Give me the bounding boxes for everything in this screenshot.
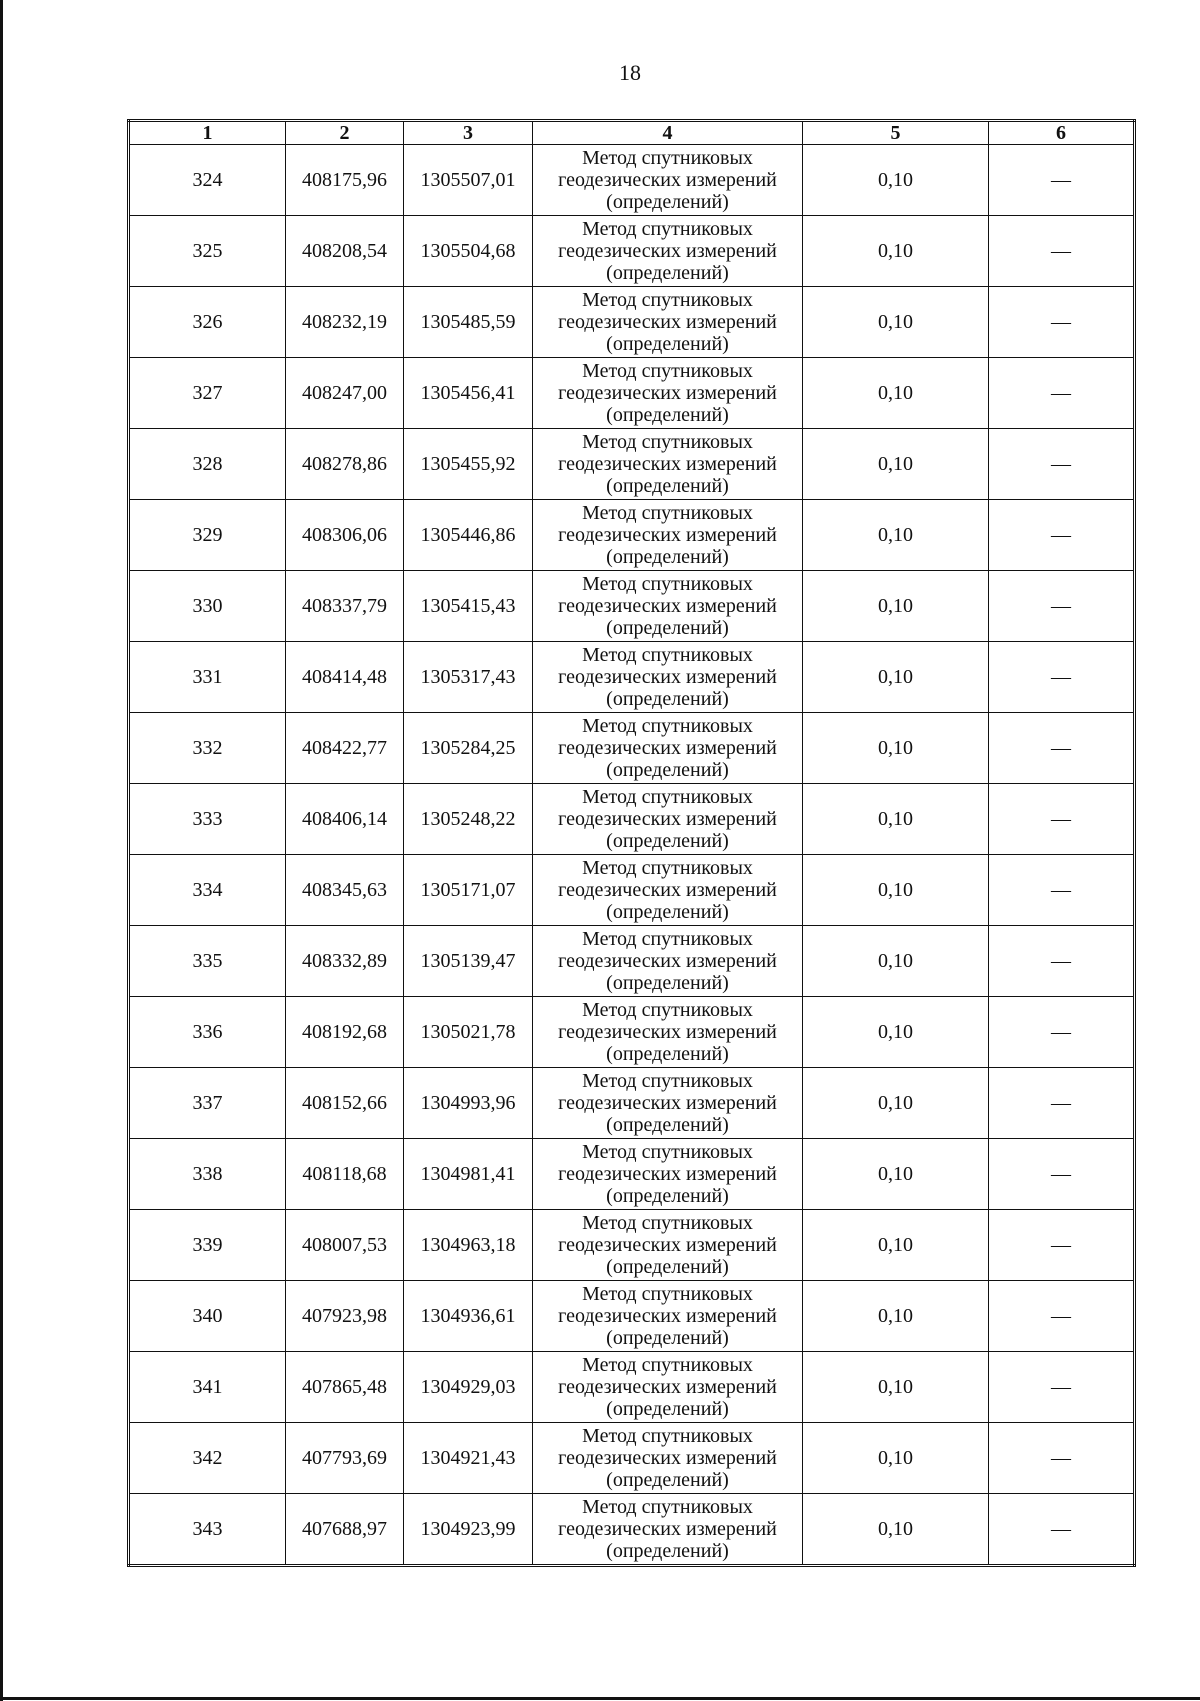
x-coordinate-cell: 408192,68 [286, 997, 404, 1068]
y-coordinate-cell: 1304923,99 [404, 1494, 533, 1566]
accuracy-cell: 0,10 [803, 997, 989, 1068]
header-col-3: 3 [404, 121, 533, 145]
accuracy-cell: 0,10 [803, 429, 989, 500]
method-cell: Метод спутниковых геодезических измерений (определений) [533, 784, 803, 855]
point-number-cell: 331 [129, 642, 286, 713]
point-number-cell: 333 [129, 784, 286, 855]
page-number: 18 [619, 60, 641, 85]
accuracy-cell: 0,10 [803, 1352, 989, 1423]
method-cell: Метод спутниковых геодезических измерений (определений) [533, 1281, 803, 1352]
table-row [129, 1281, 1135, 1352]
x-coordinate-cell: 408208,54 [286, 216, 404, 287]
x-coordinate-cell: 408118,68 [286, 1139, 404, 1210]
header-col-1: 1 [129, 121, 286, 145]
method-cell: Метод спутниковых геодезических измерений (определений) [533, 571, 803, 642]
header-col-5: 5 [803, 121, 989, 145]
y-coordinate-cell: 1305317,43 [404, 642, 533, 713]
method-cell: Метод спутниковых геодезических измерений (определений) [533, 1068, 803, 1139]
note-cell: — [989, 713, 1135, 784]
accuracy-cell: 0,10 [803, 571, 989, 642]
point-number-cell: 326 [129, 287, 286, 358]
point-number-cell: 332 [129, 713, 286, 784]
y-coordinate-cell: 1304981,41 [404, 1139, 533, 1210]
accuracy-cell: 0,10 [803, 287, 989, 358]
y-coordinate-cell: 1304929,03 [404, 1352, 533, 1423]
method-cell: Метод спутниковых геодезических измерений (определений) [533, 1139, 803, 1210]
x-coordinate-cell: 408247,00 [286, 358, 404, 429]
accuracy-cell: 0,10 [803, 713, 989, 784]
x-coordinate-cell: 408232,19 [286, 287, 404, 358]
accuracy-cell: 0,10 [803, 642, 989, 713]
y-coordinate-cell: 1305504,68 [404, 216, 533, 287]
point-number-cell: 329 [129, 500, 286, 571]
accuracy-cell: 0,10 [803, 358, 989, 429]
header-col-6: 6 [989, 121, 1135, 145]
table-row [129, 358, 1135, 429]
x-coordinate-cell: 408152,66 [286, 1068, 404, 1139]
y-coordinate-cell: 1305021,78 [404, 997, 533, 1068]
y-coordinate-cell: 1305507,01 [404, 145, 533, 216]
coordinates-table [127, 119, 1136, 1567]
table-header-row [129, 121, 1135, 145]
table-row [129, 1352, 1135, 1423]
table-row [129, 1068, 1135, 1139]
x-coordinate-cell: 408337,79 [286, 571, 404, 642]
point-number-cell: 334 [129, 855, 286, 926]
x-coordinate-cell: 408306,06 [286, 500, 404, 571]
y-coordinate-cell: 1305455,92 [404, 429, 533, 500]
method-cell: Метод спутниковых геодезических измерений (определений) [533, 1423, 803, 1494]
x-coordinate-cell: 408422,77 [286, 713, 404, 784]
method-cell: Метод спутниковых геодезических измерений (определений) [533, 429, 803, 500]
x-coordinate-cell: 408406,14 [286, 784, 404, 855]
y-coordinate-cell: 1304993,96 [404, 1068, 533, 1139]
table-row [129, 855, 1135, 926]
table-row [129, 997, 1135, 1068]
x-coordinate-cell: 407865,48 [286, 1352, 404, 1423]
point-number-cell: 340 [129, 1281, 286, 1352]
note-cell: — [989, 997, 1135, 1068]
note-cell: — [989, 287, 1135, 358]
method-cell: Метод спутниковых геодезических измерений (определений) [533, 1494, 803, 1566]
point-number-cell: 337 [129, 1068, 286, 1139]
note-cell: — [989, 642, 1135, 713]
note-cell: — [989, 1139, 1135, 1210]
y-coordinate-cell: 1304936,61 [404, 1281, 533, 1352]
point-number-cell: 339 [129, 1210, 286, 1281]
accuracy-cell: 0,10 [803, 926, 989, 997]
table-row [129, 287, 1135, 358]
note-cell: — [989, 784, 1135, 855]
accuracy-cell: 0,10 [803, 1281, 989, 1352]
method-cell: Метод спутниковых геодезических измерений (определений) [533, 500, 803, 571]
point-number-cell: 325 [129, 216, 286, 287]
note-cell: — [989, 216, 1135, 287]
accuracy-cell: 0,10 [803, 1068, 989, 1139]
y-coordinate-cell: 1305248,22 [404, 784, 533, 855]
note-cell: — [989, 1352, 1135, 1423]
y-coordinate-cell: 1305415,43 [404, 571, 533, 642]
note-cell: — [989, 500, 1135, 571]
table-row [129, 1494, 1135, 1566]
point-number-cell: 342 [129, 1423, 286, 1494]
method-cell: Метод спутниковых геодезических измерений (определений) [533, 1352, 803, 1423]
header-col-2: 2 [286, 121, 404, 145]
table-row [129, 216, 1135, 287]
point-number-cell: 324 [129, 145, 286, 216]
method-cell: Метод спутниковых геодезических измерений (определений) [533, 145, 803, 216]
table-row [129, 500, 1135, 571]
y-coordinate-cell: 1305456,41 [404, 358, 533, 429]
point-number-cell: 327 [129, 358, 286, 429]
table-row [129, 571, 1135, 642]
accuracy-cell: 0,10 [803, 1139, 989, 1210]
table-row [129, 642, 1135, 713]
table-body [129, 145, 1135, 1566]
note-cell: — [989, 358, 1135, 429]
point-number-cell: 336 [129, 997, 286, 1068]
note-cell: — [989, 1281, 1135, 1352]
method-cell: Метод спутниковых геодезических измерений (определений) [533, 642, 803, 713]
method-cell: Метод спутниковых геодезических измерений (определений) [533, 358, 803, 429]
accuracy-cell: 0,10 [803, 500, 989, 571]
table-row [129, 1139, 1135, 1210]
accuracy-cell: 0,10 [803, 1210, 989, 1281]
table-row [129, 145, 1135, 216]
x-coordinate-cell: 408345,63 [286, 855, 404, 926]
table-row [129, 429, 1135, 500]
accuracy-cell: 0,10 [803, 1494, 989, 1566]
accuracy-cell: 0,10 [803, 784, 989, 855]
y-coordinate-cell: 1304921,43 [404, 1423, 533, 1494]
note-cell: — [989, 1210, 1135, 1281]
y-coordinate-cell: 1305446,86 [404, 500, 533, 571]
note-cell: — [989, 1494, 1135, 1566]
x-coordinate-cell: 408007,53 [286, 1210, 404, 1281]
method-cell: Метод спутниковых геодезических измерений (определений) [533, 855, 803, 926]
x-coordinate-cell: 408332,89 [286, 926, 404, 997]
point-number-cell: 330 [129, 571, 286, 642]
accuracy-cell: 0,10 [803, 1423, 989, 1494]
bottom-margin-rule [0, 1697, 1200, 1700]
table-row [129, 926, 1135, 997]
method-cell: Метод спутниковых геодезических измерений (определений) [533, 1210, 803, 1281]
table-row [129, 784, 1135, 855]
x-coordinate-cell: 408175,96 [286, 145, 404, 216]
point-number-cell: 338 [129, 1139, 286, 1210]
y-coordinate-cell: 1305284,25 [404, 713, 533, 784]
method-cell: Метод спутниковых геодезических измерений (определений) [533, 713, 803, 784]
accuracy-cell: 0,10 [803, 855, 989, 926]
table-row [129, 1423, 1135, 1494]
point-number-cell: 343 [129, 1494, 286, 1566]
point-number-cell: 335 [129, 926, 286, 997]
method-cell: Метод спутниковых геодезических измерений (определений) [533, 216, 803, 287]
table-row [129, 1210, 1135, 1281]
y-coordinate-cell: 1305139,47 [404, 926, 533, 997]
method-cell: Метод спутниковых геодезических измерений (определений) [533, 926, 803, 997]
table-row [129, 713, 1135, 784]
point-number-cell: 328 [129, 429, 286, 500]
note-cell: — [989, 1423, 1135, 1494]
x-coordinate-cell: 407923,98 [286, 1281, 404, 1352]
method-cell: Метод спутниковых геодезических измерений (определений) [533, 287, 803, 358]
y-coordinate-cell: 1305171,07 [404, 855, 533, 926]
accuracy-cell: 0,10 [803, 145, 989, 216]
x-coordinate-cell: 408278,86 [286, 429, 404, 500]
note-cell: — [989, 145, 1135, 216]
left-margin-rule [0, 0, 3, 1701]
note-cell: — [989, 855, 1135, 926]
header-col-4: 4 [533, 121, 803, 145]
x-coordinate-cell: 408414,48 [286, 642, 404, 713]
note-cell: — [989, 429, 1135, 500]
note-cell: — [989, 1068, 1135, 1139]
y-coordinate-cell: 1305485,59 [404, 287, 533, 358]
y-coordinate-cell: 1304963,18 [404, 1210, 533, 1281]
x-coordinate-cell: 407688,97 [286, 1494, 404, 1566]
accuracy-cell: 0,10 [803, 216, 989, 287]
point-number-cell: 341 [129, 1352, 286, 1423]
method-cell: Метод спутниковых геодезических измерений (определений) [533, 997, 803, 1068]
note-cell: — [989, 571, 1135, 642]
note-cell: — [989, 926, 1135, 997]
x-coordinate-cell: 407793,69 [286, 1423, 404, 1494]
